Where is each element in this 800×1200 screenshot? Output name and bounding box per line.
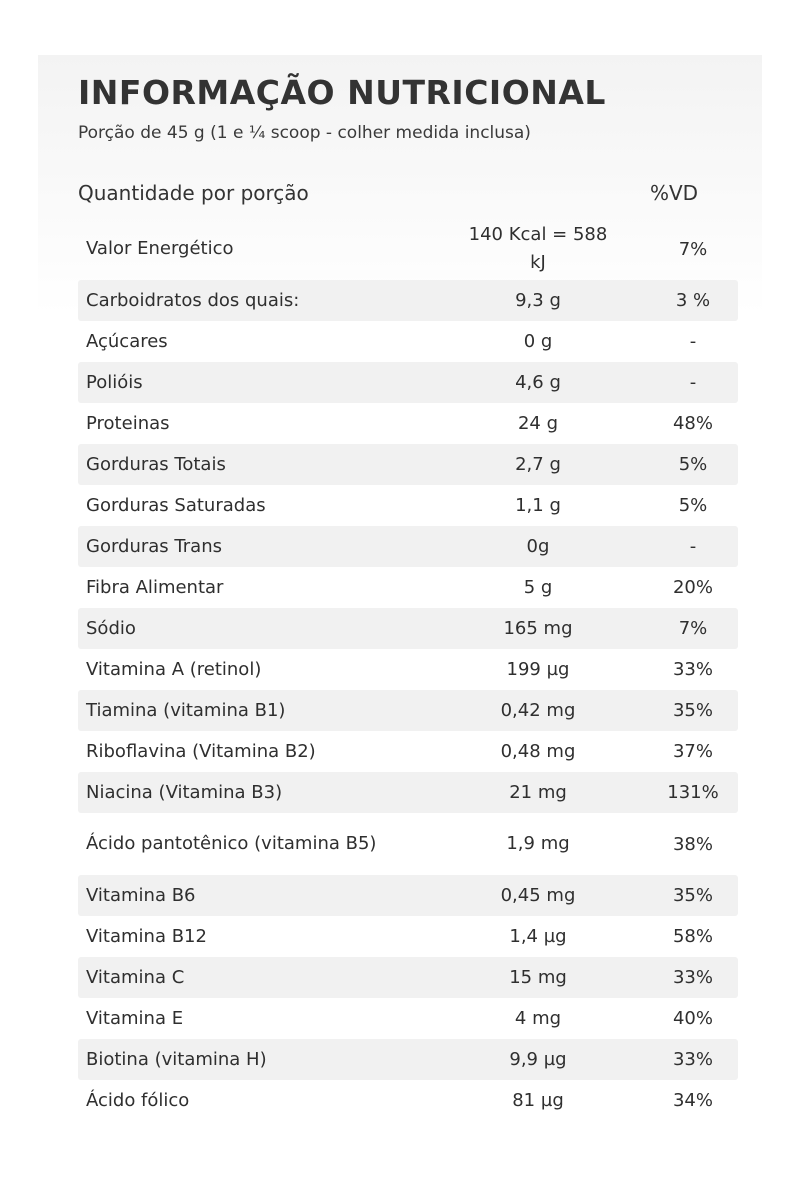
nutrient-amount: 4,6 g: [515, 371, 561, 393]
table-row: [78, 649, 738, 690]
nutrient-daily-value: 7%: [678, 238, 708, 260]
nutrient-name: Carboidratos dos quais:: [86, 289, 300, 311]
nutrient-name: Vitamina B12: [86, 925, 207, 947]
nutrient-amount: 0,45 mg: [500, 884, 576, 906]
nutrient-daily-value: -: [689, 331, 697, 352]
table-row: [78, 998, 738, 1039]
table-row: [78, 403, 738, 444]
nutrient-amount: 21 mg: [509, 781, 567, 803]
nutrient-amount: 81 µg: [512, 1089, 564, 1111]
nutrient-daily-value: 40%: [672, 1008, 713, 1029]
nutrient-name: Vitamina B6: [86, 884, 196, 906]
nutrient-amount: 0g: [526, 535, 550, 557]
table-row: [78, 362, 738, 403]
nutrient-amount: 5 g: [523, 576, 553, 598]
table-row: [78, 690, 738, 731]
nutrient-amount: 9,9 µg: [509, 1048, 567, 1070]
nutrient-daily-value: 48%: [672, 413, 713, 434]
table-row: [78, 1039, 738, 1080]
nutrient-name: Gorduras Totais: [86, 453, 226, 475]
nutrient-amount: 140 Kcal = 588 kJ: [468, 224, 608, 273]
nutrient-daily-value: 58%: [672, 926, 713, 947]
nutrient-daily-value: 20%: [672, 577, 713, 598]
nutrient-name: Valor Energético: [86, 238, 234, 260]
nutrient-daily-value: 38%: [672, 833, 713, 855]
nutrient-name: Riboflavina (Vitamina B2): [86, 740, 316, 762]
table-row: [78, 567, 738, 608]
nutrient-name: Proteinas: [86, 412, 170, 434]
nutrient-amount: 9,3 g: [515, 289, 561, 311]
table-header: [78, 181, 718, 211]
nutrient-name: Sódio: [86, 617, 136, 639]
nutrient-name: Biotina (vitamina H): [86, 1048, 267, 1070]
nutrient-amount: 1,4 µg: [509, 925, 567, 947]
table-row: [78, 916, 738, 957]
daily-value-header: %VD: [650, 181, 699, 205]
nutrient-daily-value: 5%: [678, 495, 708, 516]
table-row: [78, 321, 738, 362]
nutrient-name: Tiamina (vitamina B1): [86, 699, 286, 721]
nutrient-amount: 165 mg: [503, 617, 573, 639]
nutrient-name: Vitamina E: [86, 1007, 184, 1029]
nutrient-name: Polióis: [86, 371, 143, 393]
nutrient-daily-value: 3 %: [675, 290, 711, 311]
quantity-per-serving-label: Quantidade por porção: [78, 181, 309, 205]
serving-size-subtitle: Porção de 45 g (1 e ¼ scoop - colher medida inclusa): [78, 123, 531, 143]
nutrient-name: Vitamina C: [86, 966, 185, 988]
nutrient-daily-value: 7%: [678, 618, 708, 639]
table-row: [78, 485, 738, 526]
nutrient-daily-value: 35%: [672, 700, 713, 721]
table-row: [78, 813, 738, 875]
table-row: [78, 875, 738, 916]
nutrient-daily-value: 37%: [672, 741, 713, 762]
nutrient-daily-value: 34%: [672, 1090, 713, 1111]
nutrient-name: Ácido fólico: [86, 1089, 190, 1111]
table-row: [78, 731, 738, 772]
nutrient-name: Fibra Alimentar: [86, 576, 224, 598]
nutrient-daily-value: 131%: [667, 782, 719, 803]
nutrient-table: [78, 218, 738, 1121]
page-title: INFORMAÇÃO NUTRICIONAL: [78, 73, 606, 112]
nutrient-name: Vitamina A (retinol): [86, 658, 262, 680]
nutrient-amount: 4 mg: [514, 1007, 562, 1029]
nutrient-name: Açúcares: [86, 330, 168, 352]
nutrient-amount: 0,42 mg: [500, 699, 576, 721]
nutrient-daily-value: -: [689, 536, 697, 557]
table-row: [78, 444, 738, 485]
nutrient-name: Gorduras Saturadas: [86, 494, 266, 516]
table-row: [78, 608, 738, 649]
nutrient-amount: 1,1 g: [515, 494, 561, 516]
nutrient-amount: 0 g: [523, 330, 553, 352]
nutrient-daily-value: 35%: [672, 885, 713, 906]
table-row: [78, 218, 738, 280]
nutrient-amount: 15 mg: [509, 966, 567, 988]
nutrient-name: Ácido pantotênico (vitamina B5): [86, 833, 377, 855]
nutrient-name: Gorduras Trans: [86, 535, 222, 557]
nutrient-amount: 0,48 mg: [500, 740, 576, 762]
table-row: [78, 957, 738, 998]
nutrient-daily-value: -: [689, 372, 697, 393]
nutrition-facts-panel: [38, 55, 762, 1165]
nutrient-amount: 1,9 mg: [506, 833, 570, 855]
table-row: [78, 526, 738, 567]
nutrient-daily-value: 33%: [672, 1049, 713, 1070]
nutrient-name: Niacina (Vitamina B3): [86, 781, 283, 803]
nutrient-amount: 199 µg: [506, 658, 570, 680]
nutrient-daily-value: 33%: [672, 967, 713, 988]
table-row: [78, 772, 738, 813]
nutrient-amount: 2,7 g: [515, 453, 561, 475]
nutrient-daily-value: 5%: [678, 454, 708, 475]
table-row: [78, 1080, 738, 1121]
nutrient-amount: 24 g: [517, 412, 559, 434]
nutrient-daily-value: 33%: [672, 659, 713, 680]
table-row: [78, 280, 738, 321]
